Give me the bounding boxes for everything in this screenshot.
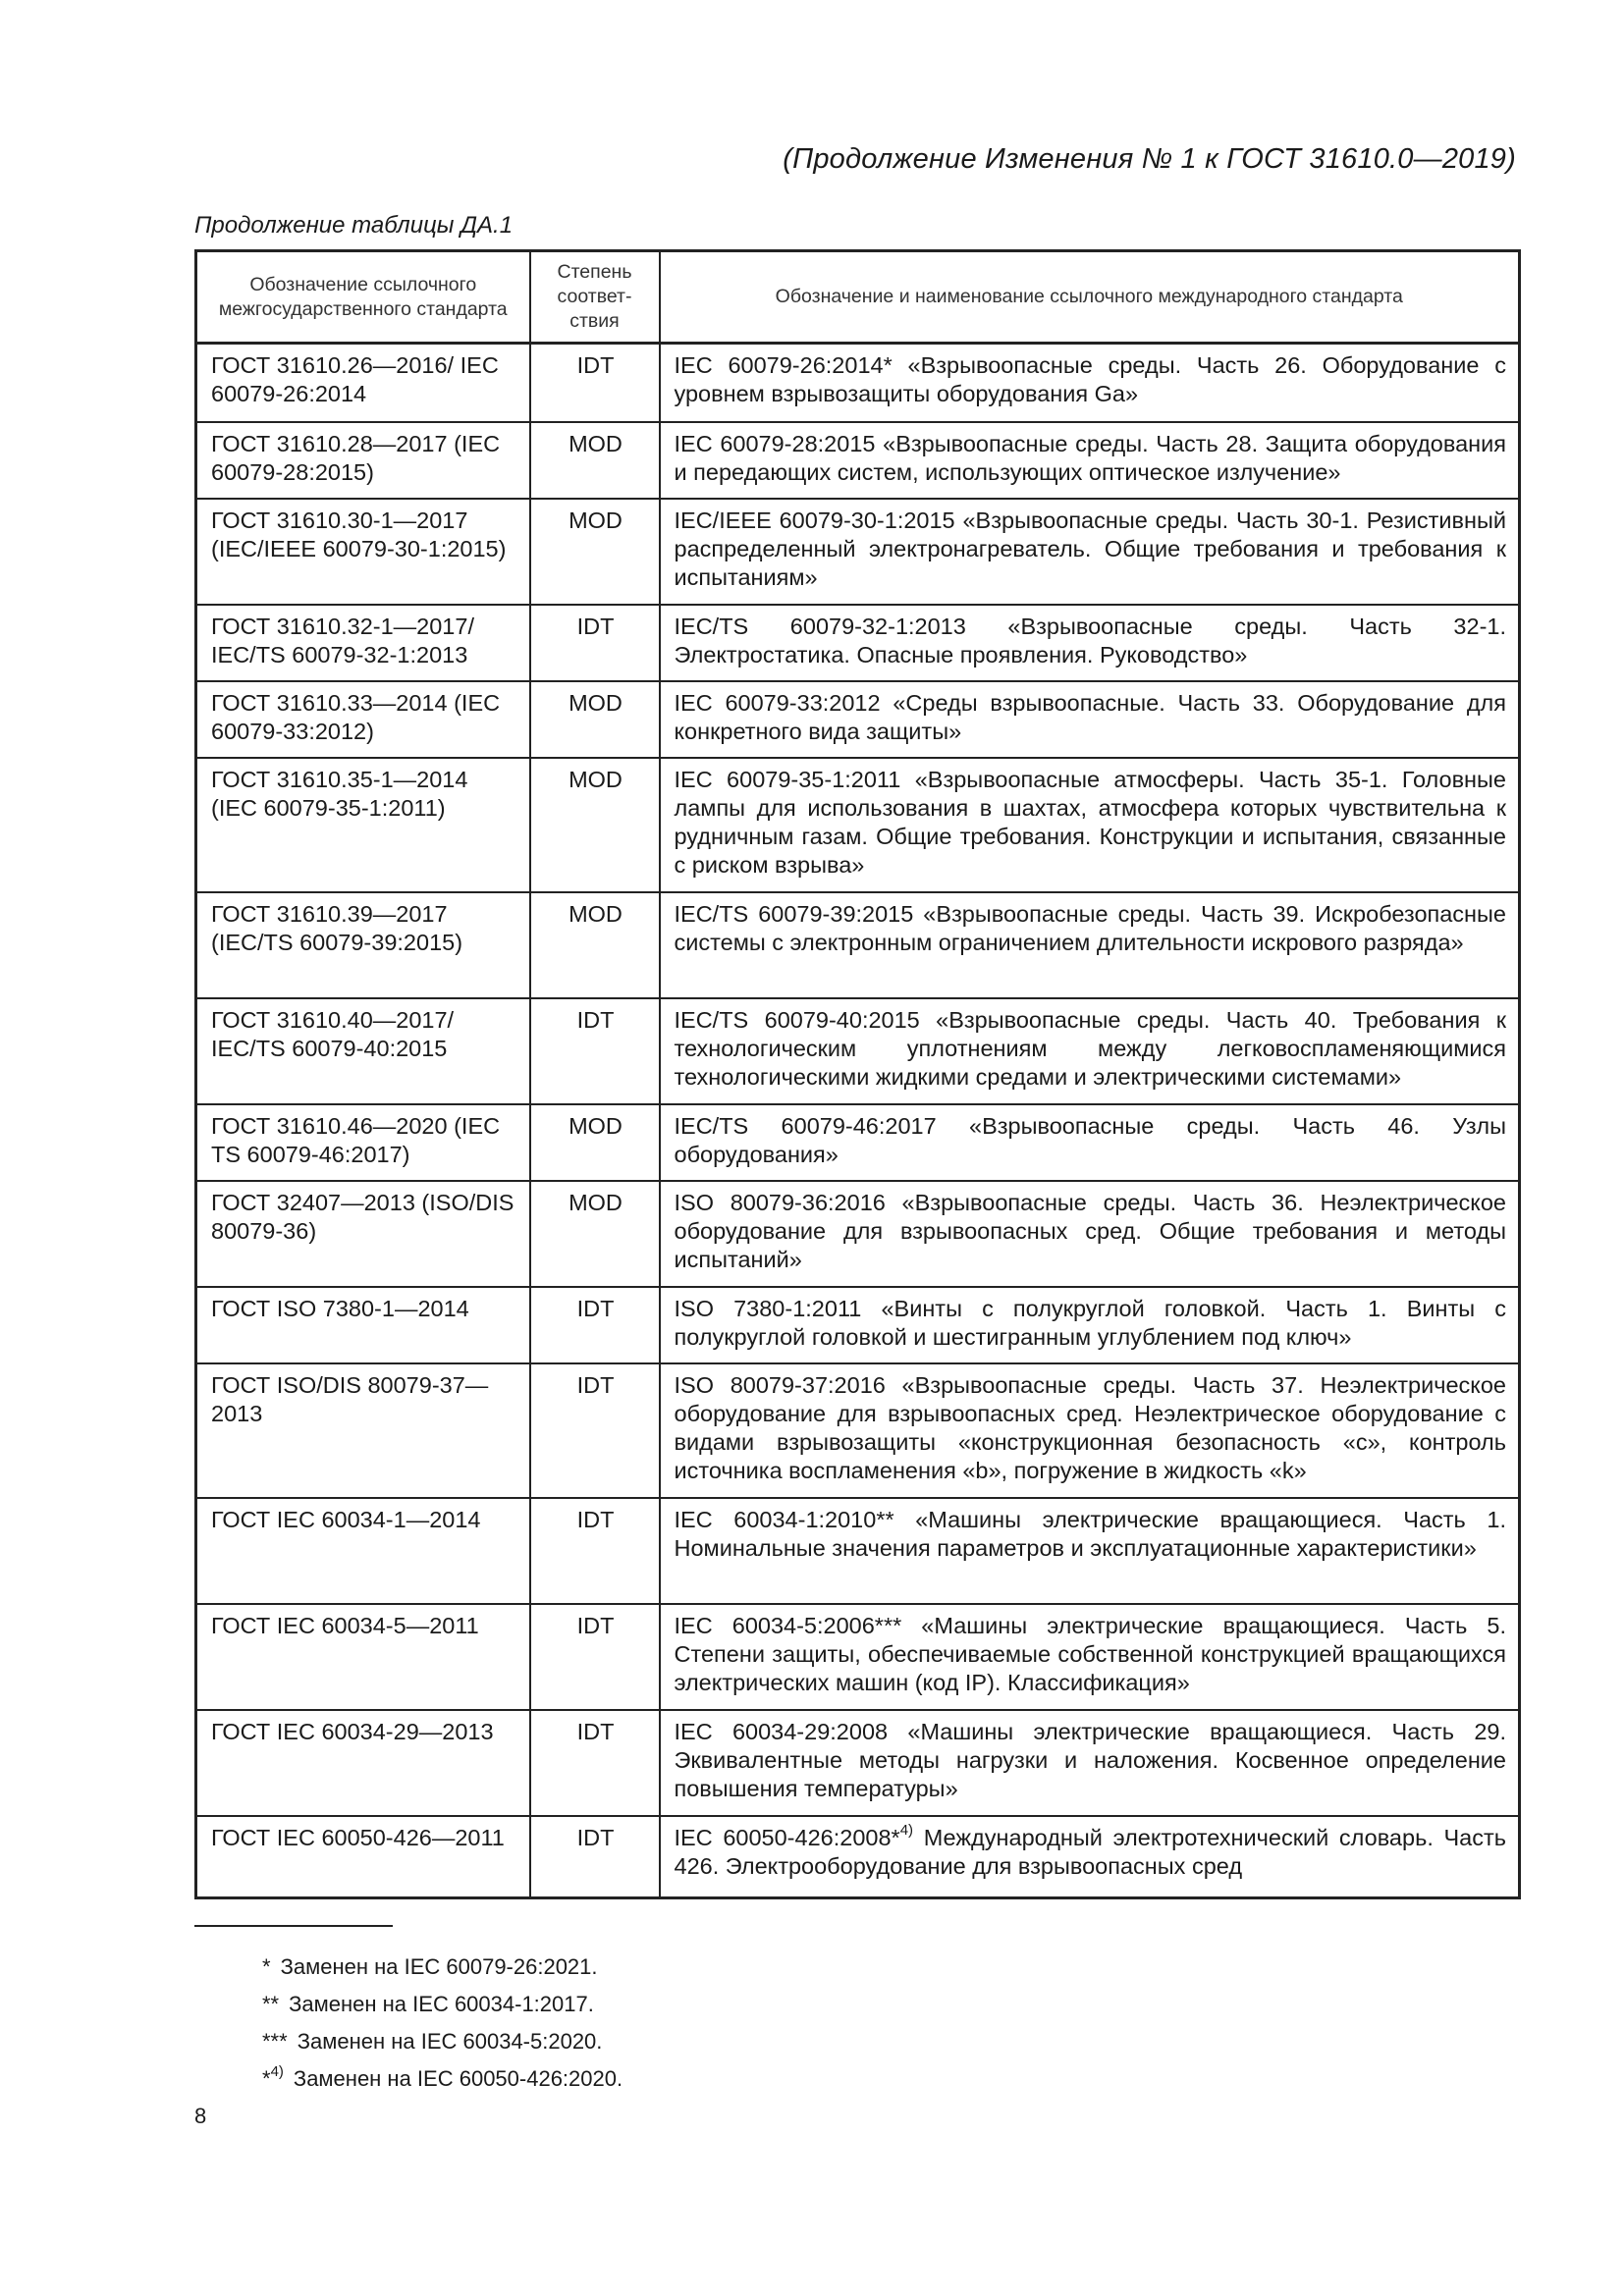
international-standard-cell: IEC 60034-29:2008 «Машины электрические вращающиеся. Часть 29. Эквивалентные методы нагрузки и наложения. Косвенное определение повышения температуры»	[660, 1710, 1520, 1816]
table-row	[196, 1816, 1520, 1898]
interstate-standard-cell: ГОСТ IEC 60034-5—2011	[196, 1604, 530, 1710]
table-row	[196, 1287, 1520, 1363]
footnote-mark: ***	[262, 2029, 288, 2054]
interstate-standard-cell: ГОСТ 31610.35-1—2014 (IEC 60079-35-1:2011)	[196, 758, 530, 892]
table-row	[196, 499, 1520, 605]
footnote	[262, 1949, 623, 1986]
footnotes	[262, 1949, 623, 2098]
table-row	[196, 1104, 1520, 1181]
interstate-standard-cell: ГОСТ IEC 60034-1—2014	[196, 1498, 530, 1604]
interstate-standard-cell: ГОСТ 31610.30-1—2017 (IEC/IEEE 60079-30-1:2015)	[196, 499, 530, 605]
interstate-standard-cell: ГОСТ 31610.46—2020 (IEC TS 60079-46:2017)	[196, 1104, 530, 1181]
column-header-compliance-degree: Степень соответ- ствия	[530, 251, 660, 344]
compliance-degree-cell: MOD	[530, 499, 660, 605]
interstate-standard-cell: ГОСТ 31610.33—2014 (IEC 60079-33:2012)	[196, 681, 530, 758]
compliance-degree-cell: MOD	[530, 892, 660, 998]
standard-title: Международный электротехнический словарь. Часть 426. Электрооборудование для взрывоопасных сред	[674, 1824, 1506, 1879]
compliance-degree-cell: IDT	[530, 1287, 660, 1363]
international-standard-cell: IEC 60079-28:2015 «Взрывоопасные среды. Часть 28. Защита оборудования и передающих систем, использующих оптическое излучение»	[660, 422, 1520, 499]
page-number: 8	[194, 2104, 207, 2128]
column-header-interstate-standard: Обозначение ссылочного межгосударственного стандарта	[196, 251, 530, 344]
footnote-reference: 4)	[899, 1821, 914, 1839]
footnote-text: Заменен на IEC 60050-426:2020.	[293, 2066, 623, 2091]
table-row	[196, 998, 1520, 1104]
compliance-degree-cell: MOD	[530, 1104, 660, 1181]
table-row	[196, 1604, 1520, 1710]
standard-designation: IEC 60050-426:2008*	[674, 1824, 900, 1850]
compliance-degree-cell: IDT	[530, 1604, 660, 1710]
international-standard-cell: IEC 60034-5:2006*** «Машины электрические вращающиеся. Часть 5. Степени защиты, обеспечиваемые собственной конструкцией вращающихся электрических машин (код IP). Классификация»	[660, 1604, 1520, 1710]
international-standard-cell: IEC/TS 60079-40:2015 «Взрывоопасные среды. Часть 40. Требования к технологическим уплотнениям между легковоспламеняющимися технологическими жидкими средами и электрическими системами»	[660, 998, 1520, 1104]
interstate-standard-cell: ГОСТ IEC 60050-426—2011	[196, 1816, 530, 1898]
compliance-degree-cell: MOD	[530, 1181, 660, 1287]
interstate-standard-cell: ГОСТ 31610.40—2017/ IEC/TS 60079-40:2015	[196, 998, 530, 1104]
international-standard-cell: IEC/TS 60079-46:2017 «Взрывоопасные среды. Часть 46. Узлы оборудования»	[660, 1104, 1520, 1181]
international-standard-cell: ISO 80079-37:2016 «Взрывоопасные среды. Часть 37. Неэлектрическое оборудование для взрывоопасных сред. Неэлектрическое оборудование с видами взрывозащиты «конструкционная безопасность «c», контроль источника воспламенения «b», погружение в жидкость «k»	[660, 1363, 1520, 1498]
footnote	[262, 1986, 623, 2023]
international-standard-cell: ISO 7380-1:2011 «Винты с полукруглой головкой. Часть 1. Винты с полукруглой головкой и шестигранным углублением под ключ»	[660, 1287, 1520, 1363]
table-row	[196, 605, 1520, 681]
compliance-degree-cell: IDT	[530, 1363, 660, 1498]
footnote-mark: **	[262, 1992, 280, 2016]
compliance-degree-cell: MOD	[530, 681, 660, 758]
interstate-standard-cell: ГОСТ IEC 60034-29—2013	[196, 1710, 530, 1816]
international-standard-cell: IEC/TS 60079-32-1:2013 «Взрывоопасные среды. Часть 32-1. Электростатика. Опасные проявления. Руководство»	[660, 605, 1520, 681]
compliance-degree-cell: IDT	[530, 605, 660, 681]
international-standard-cell: IEC 60034-1:2010** «Машины электрические вращающиеся. Часть 1. Номинальные значения параметров и эксплуатационные характеристики»	[660, 1498, 1520, 1604]
footnote-text: Заменен на IEC 60079-26:2021.	[280, 1954, 598, 1979]
footnote-mark: *	[262, 1954, 271, 1979]
table-row	[196, 1710, 1520, 1816]
international-standard-cell: IEC 60079-35-1:2011 «Взрывоопасные атмосферы. Часть 35-1. Головные лампы для использования в шахтах, атмосфера которых чувствительна к рудничным газам. Общие требования. Конструкции и испытания, связанные с риском взрыва»	[660, 758, 1520, 892]
compliance-degree-cell: IDT	[530, 344, 660, 422]
interstate-standard-cell: ГОСТ 31610.28—2017 (IEC 60079-28:2015)	[196, 422, 530, 499]
table-row	[196, 422, 1520, 499]
interstate-standard-cell: ГОСТ ISO/DIS 80079-37—2013	[196, 1363, 530, 1498]
table-row	[196, 892, 1520, 998]
table-row	[196, 758, 1520, 892]
running-header: (Продолжение Изменения № 1 к ГОСТ 31610.0—2019)	[783, 143, 1516, 175]
compliance-degree-cell: IDT	[530, 1710, 660, 1816]
reference-standards-table	[194, 249, 1521, 1899]
compliance-degree-cell: MOD	[530, 422, 660, 499]
international-standard-cell: IEC/IEEE 60079-30-1:2015 «Взрывоопасные среды. Часть 30-1. Резистивный распределенный электронагреватель. Общие требования и требования к испытаниям»	[660, 499, 1520, 605]
table-caption: Продолжение таблицы ДА.1	[194, 212, 514, 239]
footnote-mark: *$^{4)}$	[262, 2062, 284, 2091]
international-standard-cell: ISO 80079-36:2016 «Взрывоопасные среды. Часть 36. Неэлектрическое оборудование для взрывоопасных сред. Общие требования и методы испытаний»	[660, 1181, 1520, 1287]
interstate-standard-cell: ГОСТ 32407—2013 (ISO/DIS 80079-36)	[196, 1181, 530, 1287]
footnote-separator	[194, 1925, 393, 1927]
footnote-text: Заменен на IEC 60034-5:2020.	[297, 2029, 603, 2054]
interstate-standard-cell: ГОСТ 31610.32-1—2017/ IEC/TS 60079-32-1:2013	[196, 605, 530, 681]
interstate-standard-cell: ГОСТ 31610.39—2017 (IEC/TS 60079-39:2015)	[196, 892, 530, 998]
table-row	[196, 1363, 1520, 1498]
compliance-degree-cell: IDT	[530, 1498, 660, 1604]
interstate-standard-cell: ГОСТ 31610.26—2016/ IEC 60079-26:2014	[196, 344, 530, 422]
international-standard-cell: IEC 60079-26:2014* «Взрывоопасные среды. Часть 26. Оборудование с уровнем взрывозащиты оборудования Ga»	[660, 344, 1520, 422]
compliance-degree-cell: IDT	[530, 998, 660, 1104]
table-row	[196, 344, 1520, 422]
interstate-standard-cell: ГОСТ ISO 7380-1—2014	[196, 1287, 530, 1363]
table-header-row	[196, 251, 1520, 344]
table-row	[196, 1181, 1520, 1287]
table-row	[196, 1498, 1520, 1604]
footnote-text: Заменен на IEC 60034-1:2017.	[289, 1992, 594, 2016]
international-standard-cell	[660, 1816, 1520, 1898]
international-standard-cell: IEC/TS 60079-39:2015 «Взрывоопасные среды. Часть 39. Искробезопасные системы с электронным ограничением длительности искрового разряда»	[660, 892, 1520, 998]
table-row	[196, 681, 1520, 758]
compliance-degree-cell: IDT	[530, 1816, 660, 1898]
column-header-international-standard: Обозначение и наименование ссылочного международного стандарта	[660, 251, 1520, 344]
compliance-degree-cell: MOD	[530, 758, 660, 892]
footnote	[262, 2023, 623, 2060]
footnote	[262, 2060, 623, 2098]
international-standard-cell: IEC 60079-33:2012 «Среды взрывоопасные. Часть 33. Оборудование для конкретного вида защиты»	[660, 681, 1520, 758]
